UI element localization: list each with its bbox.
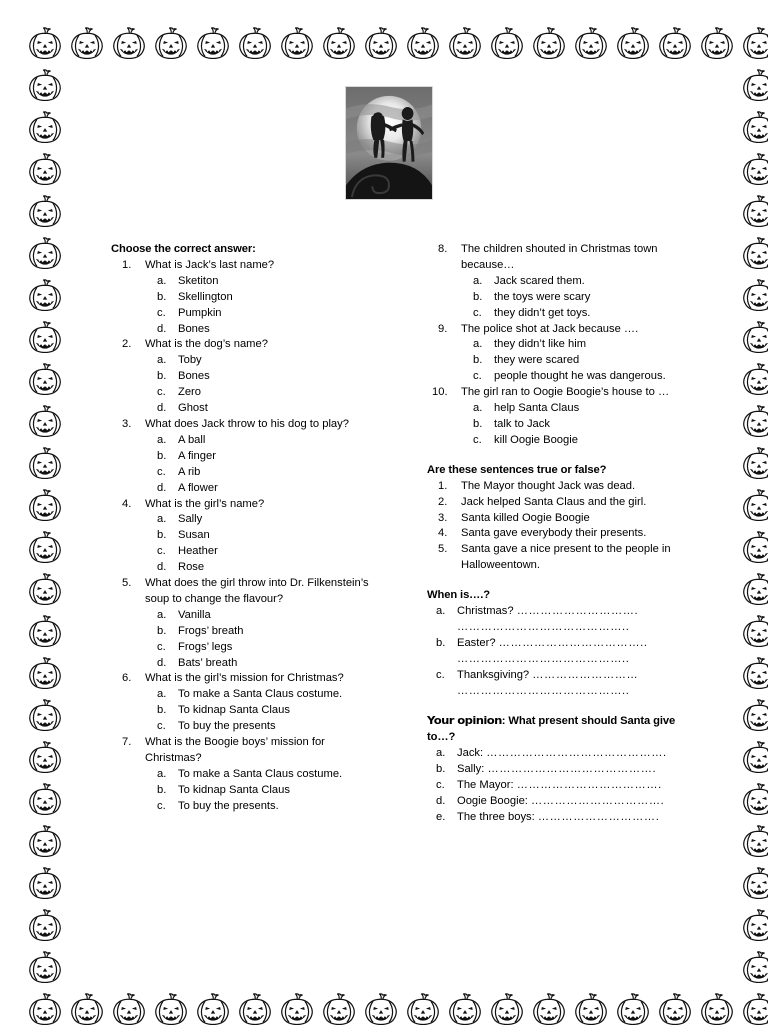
pumpkin-icon [24, 402, 66, 444]
pumpkin-icon [24, 444, 66, 486]
pumpkin-icon [738, 24, 768, 66]
answer-option-list [145, 274, 380, 338]
pumpkin-icon [738, 360, 768, 402]
pumpkin-icon [402, 24, 444, 66]
question-item [108, 576, 380, 671]
pumpkin-icon [528, 24, 570, 66]
pumpkin-icon [192, 24, 234, 66]
option-letter: b. [157, 783, 167, 796]
question-item [108, 497, 380, 577]
pumpkin-icon [738, 150, 768, 192]
statement-item[interactable] [424, 479, 686, 495]
option-text: they didn’t like him [494, 338, 587, 351]
option-text: Ghost [178, 402, 208, 415]
option-letter: c. [157, 545, 166, 558]
option-letter: b. [157, 370, 167, 383]
fill-in-label [457, 810, 686, 826]
fill-in-prompt: The Mayor: [457, 779, 517, 792]
answer-option[interactable] [145, 433, 380, 449]
pumpkin-icon [150, 990, 192, 1032]
answer-option[interactable] [461, 306, 686, 322]
multiple-choice-question-list-continued [424, 242, 686, 449]
answer-dotted-line[interactable]: ……………………………………. [487, 763, 657, 776]
option-text: Sketiton [178, 274, 219, 287]
answer-option[interactable] [145, 799, 380, 815]
answer-option-list [145, 608, 380, 672]
question-item [424, 322, 686, 386]
pumpkin-icon [24, 528, 66, 570]
statement-number: 4. [438, 527, 448, 540]
pumpkin-icon [738, 822, 768, 864]
pumpkin-icon [738, 192, 768, 234]
option-text: Sally [178, 513, 203, 526]
fill-in-prompt: Easter? [457, 636, 499, 649]
pumpkin-icon [738, 276, 768, 318]
option-text: Frogs’ legs [178, 640, 233, 653]
option-letter: b. [157, 704, 167, 717]
question-number: 9. [438, 322, 448, 335]
pumpkin-icon [276, 24, 318, 66]
answer-option[interactable] [461, 401, 686, 417]
pumpkin-icon [24, 234, 66, 276]
when-is-heading: When is….? [427, 589, 491, 602]
fill-in-prompt: Jack: [457, 747, 487, 760]
pumpkin-icon [738, 402, 768, 444]
pumpkin-icon [738, 528, 768, 570]
question-item [424, 385, 686, 449]
answer-dotted-line[interactable]: …………………………. [516, 605, 639, 618]
option-text: A finger [178, 449, 216, 462]
fill-in-label [457, 746, 686, 762]
question-text: The girl ran to Oogie Boogie’s house to … [461, 386, 670, 399]
pumpkin-icon [192, 990, 234, 1032]
fill-in-row[interactable] [424, 604, 686, 620]
pumpkin-icon [24, 654, 66, 696]
pumpkin-icon [654, 990, 696, 1032]
answer-option[interactable] [145, 306, 380, 322]
option-text: Pumpkin [178, 306, 222, 319]
fill-in-row[interactable] [424, 762, 686, 778]
hero-image [345, 86, 433, 200]
pumpkin-icon [738, 948, 768, 990]
pumpkin-icon [444, 24, 486, 66]
pumpkin-icon [738, 738, 768, 780]
option-text: Frogs’ breath [178, 624, 244, 637]
option-letter: c. [473, 433, 482, 446]
pumpkin-icon [24, 864, 66, 906]
pumpkin-icon [360, 24, 402, 66]
answer-option[interactable] [461, 433, 686, 449]
pumpkin-icon [738, 780, 768, 822]
option-letter: b. [473, 417, 483, 430]
pumpkin-icon [738, 66, 768, 108]
option-letter: a. [157, 354, 167, 367]
pumpkin-icon [444, 990, 486, 1032]
answer-dotted-line[interactable]: ……………………………….. [498, 636, 648, 649]
option-text: Zero [178, 386, 202, 399]
pumpkin-icon [360, 990, 402, 1032]
answer-option[interactable] [145, 560, 380, 576]
pumpkin-icon [108, 24, 150, 66]
statement-text: Santa killed Oogie Boogie [461, 511, 590, 524]
answer-option[interactable] [145, 322, 380, 338]
answer-dotted-line[interactable]: ………………………………. [516, 779, 662, 792]
answer-option[interactable] [145, 401, 380, 417]
answer-option-list [145, 433, 380, 497]
pumpkin-icon [24, 360, 66, 402]
option-text: Rose [178, 561, 205, 574]
statement-number: 3. [438, 511, 448, 524]
option-text: people thought he was dangerous. [494, 370, 666, 383]
pumpkin-icon [738, 990, 768, 1032]
option-letter: b. [157, 290, 167, 303]
fill-in-letter: a. [436, 747, 446, 760]
option-letter: d. [157, 402, 167, 415]
answer-dotted-line[interactable]: ……………………………. [531, 795, 665, 807]
pumpkin-icon [654, 24, 696, 66]
pumpkin-icon [234, 24, 276, 66]
question-item [108, 258, 380, 338]
question-item [108, 337, 380, 417]
pumpkin-icon [150, 24, 192, 66]
pumpkin-icon [24, 192, 66, 234]
question-item [108, 735, 380, 815]
fill-in-letter: c. [436, 779, 445, 792]
answer-option[interactable] [461, 290, 686, 306]
question-number: 2. [122, 338, 132, 351]
answer-option[interactable] [145, 640, 380, 656]
answer-option-list [461, 401, 686, 449]
answer-option[interactable] [145, 481, 380, 497]
pumpkin-icon [318, 990, 360, 1032]
answer-option-list [145, 512, 380, 576]
choose-correct-answer-heading: Choose the correct answer: [111, 243, 256, 255]
question-text: What does the girl throw into Dr. Filkenstein’s soup to change the flavour? [145, 577, 369, 605]
question-item [108, 417, 380, 497]
option-letter: a. [157, 433, 167, 446]
option-letter: b. [473, 354, 483, 367]
fill-in-letter: d. [436, 795, 446, 807]
pumpkin-icon [738, 654, 768, 696]
option-text: kill Oogie Boogie [494, 433, 578, 446]
option-letter: a. [473, 274, 483, 287]
fill-in-prompt: Thanksgiving? [457, 668, 533, 681]
option-text: they were scared [494, 354, 580, 367]
fill-in-row[interactable] [424, 794, 686, 810]
statement-item[interactable] [424, 542, 686, 574]
pumpkin-icon [24, 738, 66, 780]
option-text: To buy the presents. [178, 799, 279, 812]
answer-option[interactable] [145, 687, 380, 703]
option-text: A flower [178, 481, 218, 494]
question-number: 5. [122, 577, 132, 590]
pumpkin-icon [612, 990, 654, 1032]
pumpkin-icon [234, 990, 276, 1032]
opinion-fill-in-list [424, 746, 686, 826]
pumpkin-icon [24, 150, 66, 192]
when-is-fill-in-list [424, 604, 686, 699]
answer-option[interactable] [145, 528, 380, 544]
option-text: A rib [178, 465, 201, 478]
option-letter: c. [473, 370, 482, 383]
pumpkin-icon [738, 486, 768, 528]
question-text: What is the Boogie boys’ mission for Christmas? [145, 736, 325, 764]
option-letter: a. [157, 608, 167, 621]
question-item [424, 242, 686, 322]
option-letter: b. [157, 449, 167, 462]
question-text: What does Jack throw to his dog to play? [145, 417, 349, 430]
answer-option[interactable] [145, 719, 380, 735]
statement-item[interactable] [424, 495, 686, 511]
statement-text: Santa gave everybody their presents. [461, 527, 647, 540]
pumpkin-icon [24, 612, 66, 654]
pumpkin-icon [24, 948, 66, 990]
pumpkin-icon [738, 234, 768, 276]
fill-in-row[interactable] [424, 778, 686, 794]
option-text: the toys were scary [494, 290, 591, 303]
fill-in-label [457, 794, 686, 810]
pumpkin-icon [108, 990, 150, 1032]
option-letter: b. [157, 624, 167, 637]
pumpkin-icon [24, 24, 66, 66]
answer-dotted-line[interactable]: ………………………………………. [486, 747, 667, 760]
answer-option[interactable] [145, 656, 380, 672]
option-letter: b. [473, 290, 483, 303]
fill-in-row[interactable] [424, 810, 686, 826]
answer-option[interactable] [145, 624, 380, 640]
answer-option[interactable] [461, 353, 686, 369]
right-column [424, 242, 686, 826]
question-number: 3. [122, 417, 132, 430]
pumpkin-icon [696, 24, 738, 66]
option-text: To kidnap Santa Claus [178, 704, 290, 717]
question-number: 4. [122, 497, 132, 510]
answer-option[interactable] [461, 274, 686, 290]
option-letter: a. [157, 767, 167, 780]
question-item [108, 671, 380, 735]
answer-option[interactable] [145, 512, 380, 528]
option-text: To make a Santa Claus costume. [178, 767, 343, 780]
answer-option[interactable] [145, 385, 380, 401]
question-text: What is the dog’s name? [145, 338, 268, 351]
your-opinion-handwritten-text: Your opinion [427, 714, 502, 727]
option-text: Vanilla [178, 608, 211, 621]
pumpkin-icon [24, 66, 66, 108]
option-text: Jack scared them. [494, 274, 585, 287]
pumpkin-icon [24, 780, 66, 822]
question-number: 6. [122, 672, 132, 685]
pumpkin-icon [738, 444, 768, 486]
option-letter: d. [157, 656, 167, 669]
answer-option[interactable] [145, 369, 380, 385]
option-letter: c. [157, 386, 166, 399]
pumpkin-icon [402, 990, 444, 1032]
pumpkin-icon [276, 990, 318, 1032]
pumpkin-icon [738, 570, 768, 612]
answer-option-list [145, 767, 380, 815]
option-letter: c. [157, 799, 166, 812]
question-text: What is the girl’s mission for Christmas? [145, 672, 344, 685]
fill-in-row[interactable] [424, 746, 686, 762]
answer-option[interactable] [461, 369, 686, 385]
answer-option[interactable] [461, 417, 686, 433]
fill-in-label [457, 668, 686, 684]
answer-option[interactable] [145, 608, 380, 624]
question-number: 8. [438, 243, 448, 255]
option-text: talk to Jack [494, 417, 550, 430]
fill-in-letter: b. [436, 636, 446, 649]
option-letter: a. [473, 402, 483, 415]
option-letter: c. [473, 306, 482, 319]
question-text: The children shouted in Christmas town because… [461, 243, 658, 271]
pumpkin-icon [738, 696, 768, 738]
fill-in-row[interactable] [424, 668, 686, 684]
answer-option[interactable] [145, 767, 380, 783]
your-opinion-heading [427, 713, 686, 746]
option-letter: a. [157, 513, 167, 526]
statement-number: 1. [438, 479, 448, 492]
pumpkin-icon [738, 864, 768, 906]
statement-number: 5. [438, 543, 448, 556]
pumpkin-icon [318, 24, 360, 66]
option-text: Bats’ breath [178, 656, 238, 669]
question-number: 7. [122, 736, 132, 749]
pumpkin-icon [738, 108, 768, 150]
option-text: Heather [178, 545, 218, 558]
fill-in-label [457, 636, 686, 652]
option-letter: a. [157, 274, 167, 287]
option-letter: c. [157, 640, 166, 653]
answer-option-list [145, 353, 380, 417]
pumpkin-icon [696, 990, 738, 1032]
fill-in-row[interactable] [424, 636, 686, 652]
answer-option[interactable] [145, 449, 380, 465]
statement-text: Santa gave a nice present to the people in Halloweentown. [461, 543, 671, 572]
option-letter: d. [157, 561, 167, 574]
pumpkin-icon [24, 486, 66, 528]
pumpkin-icon [528, 990, 570, 1032]
pumpkin-icon [24, 906, 66, 948]
answer-option[interactable] [145, 703, 380, 719]
pumpkin-icon [66, 990, 108, 1032]
option-text: help Santa Claus [494, 402, 580, 415]
pumpkin-icon [24, 990, 66, 1032]
left-column [108, 242, 380, 815]
answer-dotted-line-continuation[interactable]: …………………………………….. [457, 620, 630, 633]
true-false-list [424, 479, 686, 574]
pumpkin-icon [570, 24, 612, 66]
your-opinion-heading-rest: : What present should Santa give to…? [427, 715, 676, 744]
fill-in-letter: c. [436, 668, 445, 681]
answer-option-list [461, 337, 686, 385]
statement-text: The Mayor thought Jack was dead. [461, 479, 636, 492]
fill-in-label [457, 778, 686, 794]
answer-option[interactable] [461, 337, 686, 353]
statement-text: Jack helped Santa Claus and the girl. [461, 495, 647, 508]
answer-dotted-line[interactable]: ……………………… [532, 668, 639, 681]
answer-dotted-line-continuation[interactable]: …………………………………….. [457, 652, 630, 665]
question-number: 10. [432, 386, 448, 399]
pumpkin-icon [570, 990, 612, 1032]
option-letter: d. [157, 481, 167, 494]
question-text: What is Jack’s last name? [145, 258, 275, 271]
question-text: What is the girl’s name? [145, 497, 265, 510]
fill-in-prompt: Oogie Boogie: [457, 795, 532, 807]
answer-dotted-line-continuation[interactable]: …………………………………….. [457, 684, 630, 697]
option-letter: b. [157, 529, 167, 542]
option-text: Bones [178, 322, 210, 335]
pumpkin-icon [66, 24, 108, 66]
pumpkin-icon [738, 906, 768, 948]
pumpkin-icon [24, 570, 66, 612]
option-letter: d. [157, 322, 167, 335]
option-letter: c. [157, 306, 166, 319]
answer-option[interactable] [145, 353, 380, 369]
option-letter: a. [157, 688, 167, 701]
pumpkin-icon [24, 822, 66, 864]
pumpkin-icon [24, 276, 66, 318]
pumpkin-icon [486, 990, 528, 1032]
answer-option[interactable] [145, 290, 380, 306]
option-text: To buy the presents [178, 720, 276, 733]
pumpkin-icon [24, 108, 66, 150]
answer-option[interactable] [145, 544, 380, 560]
answer-option[interactable] [145, 274, 380, 290]
fill-in-prompt: Christmas? [457, 605, 517, 618]
pumpkin-icon [24, 318, 66, 360]
fill-in-label [457, 762, 686, 778]
option-letter: c. [157, 465, 166, 478]
pumpkin-icon [738, 318, 768, 360]
fill-in-letter: a. [436, 605, 446, 618]
fill-in-prompt: Sally: [457, 763, 488, 776]
option-letter: a. [473, 338, 483, 351]
answer-option[interactable] [145, 783, 380, 799]
answer-option-list [145, 687, 380, 735]
question-number: 1. [122, 258, 132, 271]
answer-option-list [461, 274, 686, 322]
pumpkin-icon [612, 24, 654, 66]
fill-in-label [457, 604, 686, 620]
fill-in-prompt: The three boys: [457, 810, 538, 823]
pumpkin-icon [486, 24, 528, 66]
option-text: A ball [178, 433, 206, 446]
option-text: Susan [178, 529, 210, 542]
option-text: Skellington [178, 290, 233, 303]
statement-item[interactable] [424, 511, 686, 527]
answer-dotted-line[interactable]: …………………………. [537, 810, 660, 823]
option-text: Toby [178, 354, 202, 367]
option-letter: c. [157, 720, 166, 733]
option-text: Bones [178, 370, 210, 383]
fill-in-letter: e. [436, 810, 446, 823]
question-text: The police shot at Jack because …. [461, 322, 639, 335]
true-false-heading: Are these sentences true or false? [427, 463, 607, 476]
option-text: they didn’t get toys. [494, 306, 591, 319]
fill-in-letter: b. [436, 763, 446, 776]
option-text: To kidnap Santa Claus [178, 783, 290, 796]
answer-option[interactable] [145, 465, 380, 481]
statement-item[interactable] [424, 526, 686, 542]
pumpkin-icon [24, 696, 66, 738]
pumpkin-icon [738, 612, 768, 654]
option-text: To make a Santa Claus costume. [178, 688, 343, 701]
multiple-choice-question-list [108, 258, 380, 815]
statement-number: 2. [438, 495, 448, 508]
